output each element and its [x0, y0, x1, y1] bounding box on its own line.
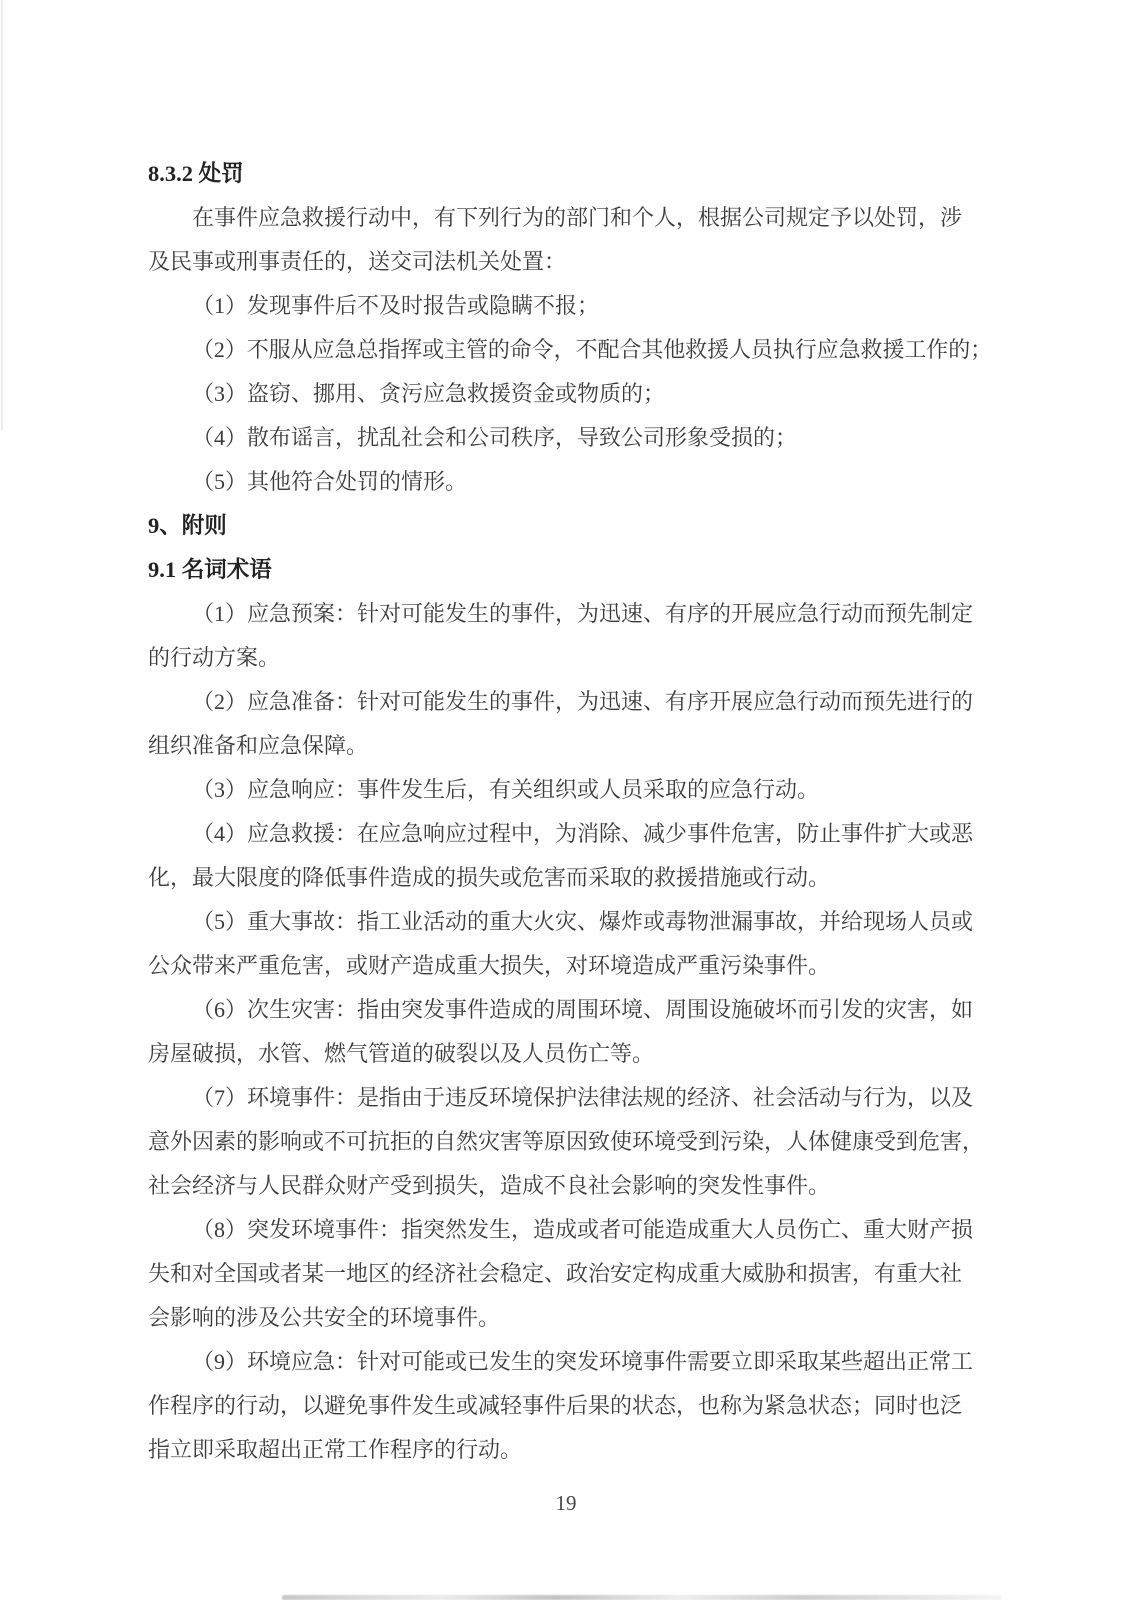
- scan-edge-artifact: [1, 0, 3, 430]
- text-line: 作程序的行动，以避免事件发生或减轻事件后果的状态，也称为紧急状态；同时也泛: [148, 1393, 963, 1418]
- text-line: （5）其他符合处罚的情形。: [192, 469, 468, 494]
- text-line: （2）应急准备：针对可能发生的事件，为迅速、有序开展应急行动而预先进行的: [192, 689, 974, 714]
- item-punish-5: [148, 460, 992, 504]
- item-punish-4: [148, 416, 992, 460]
- term-3-emergency-response: [148, 768, 992, 812]
- text-line: （1）发现事件后不及时报告或隐瞒不报；: [192, 293, 600, 318]
- heading-line: 9、附则: [148, 513, 227, 538]
- heading-line: 8.3.2 处罚: [148, 161, 244, 186]
- item-punish-3: [148, 372, 992, 416]
- heading-9-1-terms: [148, 548, 992, 592]
- text-line: 及民事或刑事责任的，送交司法机关处置：: [148, 249, 567, 274]
- text-line: （2）不服从应急总指挥或主管的命令，不配合其他救援人员执行应急救援工作的；: [192, 337, 993, 362]
- text-line: （8）突发环境事件：指突然发生，造成或者可能造成重大人员伤亡、重大财产损: [192, 1217, 974, 1242]
- text-line: （9）环境应急：针对可能或已发生的突发环境事件需要立即采取某些超出正常工: [192, 1349, 974, 1374]
- text-line: 社会经济与人民群众财产受到损失，造成不良社会影响的突发性事件。: [148, 1173, 831, 1198]
- term-4-emergency-rescue: [148, 812, 992, 900]
- term-6-secondary-disaster: [148, 988, 992, 1076]
- text-line: （4）应急救援：在应急响应过程中，为消除、减少事件危害，防止事件扩大或恶: [192, 821, 974, 846]
- text-line: （1）应急预案：针对可能发生的事件，为迅速、有序的开展应急行动而预先制定: [192, 601, 974, 626]
- heading-8-3-2-punishment: [148, 152, 992, 196]
- text-line: （6）次生灾害：指由突发事件造成的周围环境、周围设施破坏而引发的灾害，如: [192, 997, 974, 1022]
- text-line: 化，最大限度的降低事件造成的损失或危害而采取的救援措施或行动。: [148, 865, 831, 890]
- text-line: 会影响的涉及公共安全的环境事件。: [148, 1305, 501, 1330]
- document-body: [148, 152, 992, 1472]
- heading-line: 9.1 名词术语: [148, 557, 272, 582]
- text-line: 组织准备和应急保障。: [148, 733, 369, 758]
- term-9-environmental-emergency: [148, 1340, 992, 1472]
- text-line: （3）盗窃、挪用、贪污应急救援资金或物质的；: [192, 381, 666, 406]
- term-8-sudden-environmental-event: [148, 1208, 992, 1340]
- text-line: 房屋破损，水管、燃气管道的破裂以及人员伤亡等。: [148, 1041, 655, 1066]
- text-line: （3）应急响应：事件发生后，有关组织或人员采取的应急行动。: [192, 777, 820, 802]
- term-7-environmental-event: [148, 1076, 992, 1208]
- text-line: （7）环境事件：是指由于违反环境保护法律法规的经济、社会活动与行为，以及: [192, 1085, 974, 1110]
- page-number: 19: [555, 1491, 577, 1515]
- scan-bottom-smudge: [282, 1595, 1002, 1600]
- item-punish-2: [148, 328, 992, 372]
- text-line: 失和对全国或者某一地区的经济社会稳定、政治安定构成重大威胁和损害，有重大社: [148, 1261, 963, 1286]
- item-punish-1: [148, 284, 992, 328]
- text-line: 指立即采取超出正常工作程序的行动。: [148, 1437, 523, 1462]
- text-line: （5）重大事故：指工业活动的重大火灾、爆炸或毒物泄漏事故，并给现场人员或: [192, 909, 974, 934]
- term-1-emergency-plan: [148, 592, 992, 680]
- text-line: 意外因素的影响或不可抗拒的自然灾害等原因致使环境受到污染，人体健康受到危害，: [148, 1129, 985, 1154]
- heading-9-supplementary: [148, 504, 992, 548]
- text-line: 在事件应急救援行动中，有下列行为的部门和个人，根据公司规定予以处罚，涉: [192, 205, 963, 230]
- term-2-emergency-preparation: [148, 680, 992, 768]
- text-line: 的行动方案。: [148, 645, 281, 670]
- term-5-major-accident: [148, 900, 992, 988]
- para-punishment-intro: [148, 196, 992, 284]
- text-line: 公众带来严重危害，或财产造成重大损失，对环境造成严重污染事件。: [148, 953, 831, 978]
- text-line: （4）散布谣言，扰乱社会和公司秩序，导致公司形象受损的；: [192, 425, 798, 450]
